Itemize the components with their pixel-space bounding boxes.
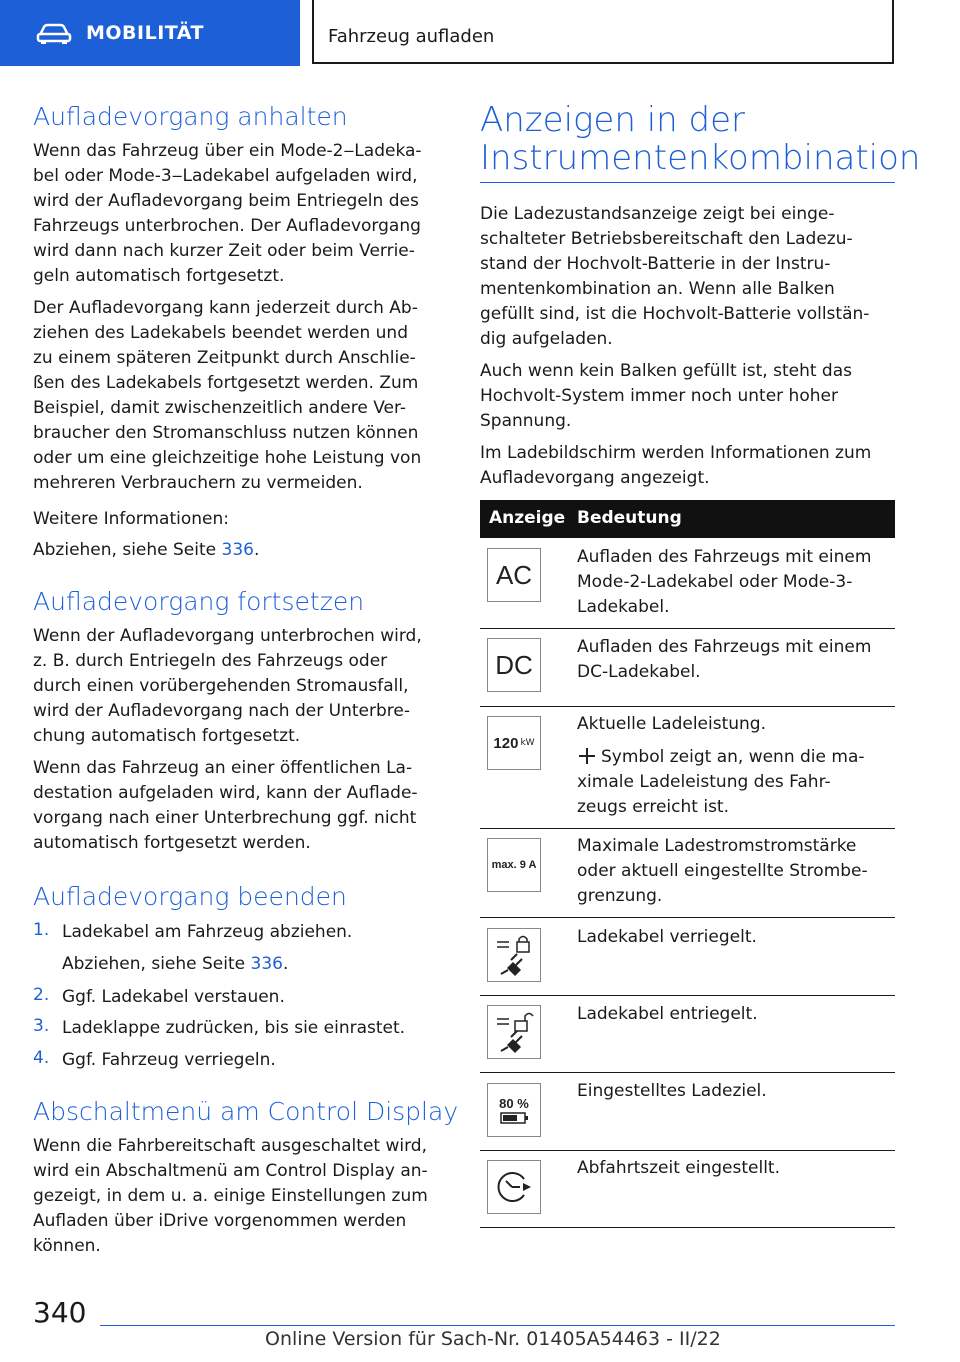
paragraph-anhalten-2: Der Aufladevorgang kann jederzeit durch Ab- ziehen des Ladekabels beendet werden und zu einem späteren Zeitpunkt durch Anschlie- ßen des Ladekabels fortgesetzt werden. Zum Beispiel, damit zwischenzeitlich andere Ver- braucher den Stromanschluss nutzen können oder um eine gleichzeitige hohe Leistung von mehreren Verbrauchern zu vermeiden. [33,298,422,493]
page-number: 340 [33,1296,87,1329]
step-text: Ladekabel am Fahrzeug abziehen. [62,922,353,942]
page-title: Anzeigen in der Instrumentenkombination [480,100,921,178]
table-row: Aufladen des Fahrzeugs mit einem DC-Ladekabel. [577,637,872,682]
row-divider [480,628,895,629]
page-link[interactable]: 336 [250,954,283,974]
heading-anhalten: Aufladevorgang anhalten [33,102,348,131]
car-icon [36,21,72,45]
step-text: Ladeklappe zudrücken, bis sie einrastet. [62,1018,406,1038]
step-number: 2. [33,985,50,1005]
row-divider [480,1227,895,1228]
step-number: 4. [33,1048,50,1068]
row-divider [480,706,895,707]
section-title: MOBILITÄT [86,22,204,44]
paragraph-ladezustand: Die Ladezustandsanzeige zeigt bei einge- schalteter Betriebsbereitschaft den Ladezu- stand der Hochvolt-Batterie in der Instru- mentenkombination an. Wenn alle Balken gefüllt sind, ist die Hochvolt-Batterie vollstän- dig aufgeladen. [480,204,870,349]
charge-target-icon: 80 % [487,1083,541,1137]
row-divider [480,1150,895,1151]
table-row: Abfahrtszeit eingestellt. [577,1158,780,1178]
cable-locked-icon [487,928,541,982]
table-row: Eingestelltes Ladeziel. [577,1081,767,1101]
current-icon: max. 9 A [487,838,541,892]
chapter-tab [312,0,894,64]
section-tab [0,0,300,66]
footer-rule [100,1325,895,1326]
row-divider [480,828,895,829]
step-text: Ggf. Ladekabel verstauen. [62,987,285,1007]
plus-icon [577,748,597,764]
paragraph-ladebildschirm: Im Ladebildschirm werden Informationen zum Aufladevorgang angezeigt. [480,443,872,488]
heading-fortsetzen: Aufladevorgang fortsetzen [33,587,365,616]
heading-abschaltmenue: Abschaltmenü am Control Display [33,1097,459,1126]
more-info-label: Weitere Informationen: [33,509,229,529]
table-header [480,500,895,538]
table-row: Ladekabel entriegelt. [577,1004,758,1024]
column-header-anzeige: Anzeige [489,508,566,528]
row-divider [480,1072,895,1073]
paragraph-hochvolt: Auch wenn kein Balken gefüllt ist, steht das Hochvolt-System immer noch unter hoher Spannung. [480,361,852,431]
page-link[interactable]: 336 [221,540,254,560]
chapter-title: Fahrzeug aufladen [328,26,495,47]
dc-icon: DC [487,638,541,692]
title-rule [480,182,895,183]
paragraph-fortsetzen-2: Wenn das Fahrzeug an einer öffentlichen La- destation aufgeladen wird, kann der Auflade- vorgang nach einer Unterbrechung ggf. nicht automatisch fortgesetzt werden. [33,758,418,853]
paragraph-abschaltmenue: Wenn die Fahrbereitschaft ausgeschaltet wird, wird ein Abschaltmenü am Control Display an- gezeigt, in dem u. a. einige Einstellungen zum Aufladen über iDrive vorgenommen werden können. [33,1136,428,1256]
departure-time-icon [487,1160,541,1214]
heading-beenden: Aufladevorgang beenden [33,882,347,911]
column-header-bedeutung: Bedeutung [577,508,682,528]
cable-unlocked-icon [487,1005,541,1059]
step-number: 1. [33,920,50,940]
table-row: Maximale Ladestromstromstärke oder aktuell eingestellte Strombe- grenzung. [577,836,868,906]
step-subref: Abziehen, siehe Seite 336. [62,954,289,974]
footer-text: Online Version für Sach-Nr. 01405A54463 - II/22 [265,1328,721,1350]
paragraph-fortsetzen-1: Wenn der Aufladevorgang unterbrochen wird, z. B. durch Entriegeln des Fahrzeugs oder durch einen vorübergehenden Stromausfall, wird der Aufladevorgang nach der Unterbre- chung automatisch fortgesetzt. [33,626,422,746]
step-text: Ggf. Fahrzeug verriegeln. [62,1050,276,1070]
table-row: Ladekabel verriegelt. [577,927,757,947]
power-icon: 120 kW [487,716,541,770]
row-divider [480,917,895,918]
table-row: Aufladen des Fahrzeugs mit einem Mode-2-Ladekabel oder Mode-3- Ladekabel. [577,547,872,617]
reference-line: Abziehen, siehe Seite 336. [33,540,260,560]
paragraph-anhalten-1: Wenn das Fahrzeug über ein Mode-2‒Ladeka- bel oder Mode-3‒Ladekabel aufgeladen wird, wird der Aufladevorgang beim Entriegeln des Fahrzeugs unterbrochen. Der Aufladevorgang wird dann nach kurzer Zeit oder beim Verrie- geln automatisch fortgesetzt. [33,141,422,286]
table-row: Aktuelle Ladeleistung. Symbol zeigt an, wenn die ma- ximale Ladeleistung des Fahr- zeugs erreicht ist. [577,714,865,817]
ac-icon: AC [487,548,541,602]
row-divider [480,995,895,996]
battery-icon [499,1111,529,1125]
step-number: 3. [33,1016,50,1036]
